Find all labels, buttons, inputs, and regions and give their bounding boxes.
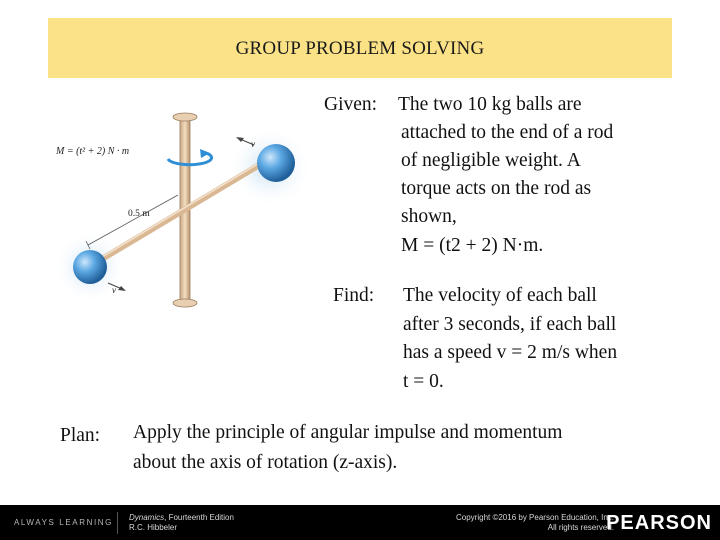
pearson-logo: PEARSON <box>606 512 712 534</box>
moment-label: M = (t² + 2) N · m <box>56 146 130 157</box>
ball-right <box>257 144 295 182</box>
velocity-label-top: v <box>251 139 255 149</box>
shaft-top-cap <box>173 113 197 121</box>
given-line: of negligible weight. A <box>401 150 581 171</box>
given-line: M = (t2 + 2) N·m. <box>401 235 544 256</box>
given-line: shown, <box>401 206 457 227</box>
rights-text: All rights reserved. <box>547 523 614 532</box>
book-title: Dynamics <box>129 513 165 522</box>
given-line: The two 10 kg balls are <box>398 94 582 115</box>
book-info <box>129 513 234 533</box>
find-label: Find: <box>333 285 375 306</box>
rod-highlight <box>92 159 266 263</box>
ball-left <box>73 250 107 284</box>
find-line: after 3 seconds, if each ball <box>403 314 617 335</box>
find-line: The velocity of each ball <box>403 285 597 306</box>
plan-label: Plan: <box>60 425 101 446</box>
moment-arrowhead <box>200 149 210 158</box>
length-label: 0.5 m <box>128 209 150 219</box>
find-line: has a speed v = 2 m/s when <box>403 342 618 363</box>
shaft-base <box>173 299 197 307</box>
copyright-text: Copyright ©2016 by Pearson Education, Inc. <box>456 513 614 522</box>
given-label: Given: <box>324 94 378 115</box>
slide-title: GROUP PROBLEM SOLVING <box>235 38 485 59</box>
rod-and-balls-figure <box>50 95 312 325</box>
plan-line: Apply the principle of angular impulse and momentum <box>133 422 563 443</box>
plan-line: about the axis of rotation (z-axis). <box>133 452 398 473</box>
book-edition: , Fourteenth Edition <box>164 513 234 522</box>
book-author: R.C. Hibbeler <box>129 523 178 532</box>
rod <box>92 161 266 265</box>
find-line: t = 0. <box>403 371 444 392</box>
footer-bar <box>0 505 720 540</box>
given-line: attached to the end of a rod <box>401 122 614 143</box>
given-line: torque acts on the rod as <box>401 178 592 199</box>
copyright-block <box>456 513 614 533</box>
title-banner <box>48 18 672 78</box>
always-learning-text: ALWAYS LEARNING <box>14 518 113 527</box>
footer-divider <box>117 512 118 534</box>
velocity-label-bottom: v <box>112 285 116 295</box>
